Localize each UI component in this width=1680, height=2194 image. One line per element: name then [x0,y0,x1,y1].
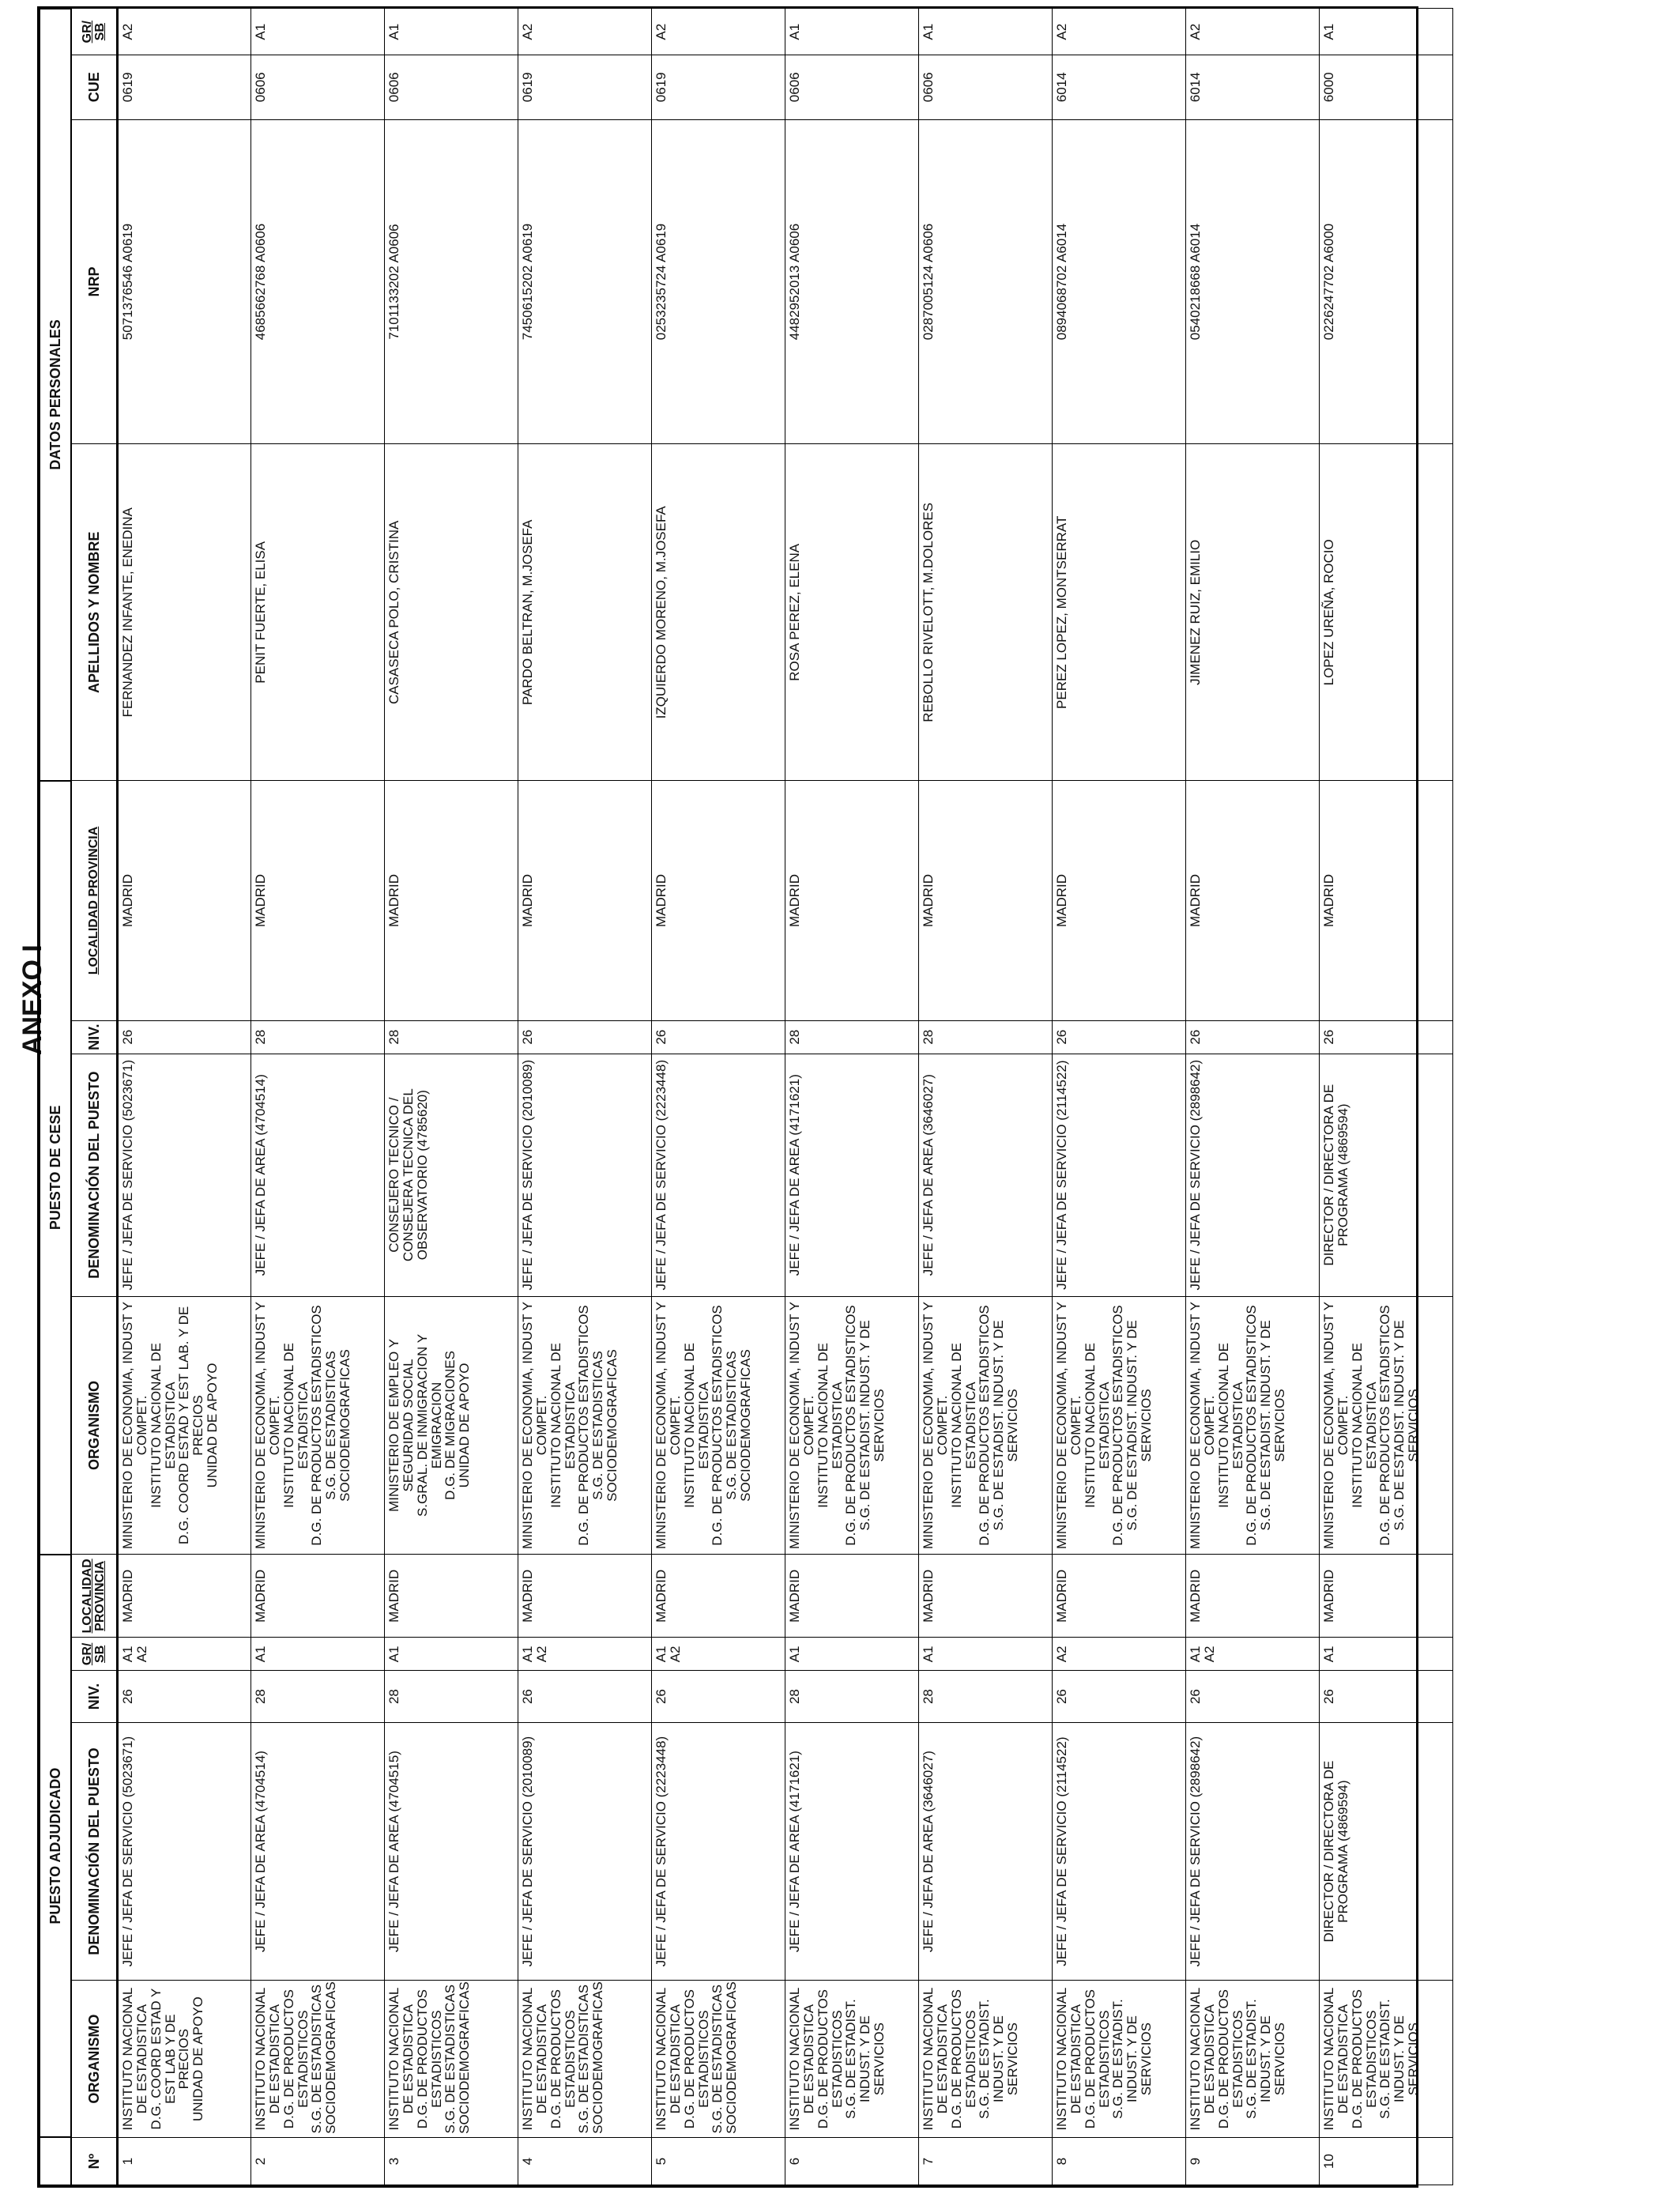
cell-nrp: 4685662768 A0606 [251,119,385,444]
cell-gr-sb: A1 [251,9,385,55]
table-row-5 [652,9,785,2185]
cell-adj-gr-sb: A2 [1053,1638,1186,1671]
organismo-line: S.GRAL. DE INMIGRACION Y EMIGRACION [414,1333,444,1517]
cell-cese-organismo [785,1296,919,1555]
header-denominacion: DENOMINACIÓN DEL PUESTO [71,1722,118,1981]
cell-num: 5 [652,2137,785,2185]
organismo-line: D.G. DE MIGRACIONES [443,1351,458,1500]
cell-gr-sb: A1 [919,9,1053,55]
organismo-line: MINISTERIO DE ECONOMIA, INDUST Y COMPET. [253,1301,282,1549]
cell-nrp: 7450615202 A0619 [518,119,652,444]
organismo-line: S.G. DE ESTADIST. INDUST. Y DE SERVICIOS [977,1999,1021,2120]
organismo-line: D.G. DE PRODUCTOS ESTADISTICOS [1244,1305,1260,1546]
cell-gr-sb: A2 [1053,9,1186,55]
header-localidad-cese: LOCALIDAD PROVINCIA [71,781,118,1020]
cell-apellidos-nombre: LOPEZ UREÑA, ROCIO [1320,444,1453,781]
organismo-line: D.G. DE PRODUCTOS ESTADISTICOS [1082,1989,1112,2129]
cell-cese-niv: 26 [118,1020,251,1054]
cell-adj-gr-sb: A1 A2 [118,1638,251,1671]
cell-cese-organismo [385,1296,518,1555]
cell-cese-localidad: MADRID [251,781,385,1020]
table-row-3 [385,9,518,2185]
cell-nrp: 0540218668 A6014 [1186,119,1320,444]
cell-num: 1 [118,2137,251,2185]
header-organismo-cese: ORGANISMO [71,1296,118,1555]
cell-adj-localidad: MADRID [385,1555,518,1638]
cell-adj-niv: 26 [1053,1671,1186,1722]
organismo-line: INSTITUTO NACIONAL DE ESTADISTICA [948,1343,978,1508]
organismo-line: MINISTERIO DE ECONOMIA, INDUST Y COMPET. [1054,1301,1083,1549]
cell-num: 10 [1320,2137,1453,2185]
cell-cese-denominacion: JEFE / JEFA DE AREA (3646027) [919,1054,1053,1296]
organismo-line: INSTITUTO NACIONAL DE ESTADISTICA [1188,1987,1217,2131]
cell-adj-gr-sb: A1 A2 [1186,1638,1320,1671]
cell-adj-organismo [1186,1981,1320,2137]
group-puesto-cese: PUESTO DE CESE [40,781,71,1555]
header-niv-cese: NIV. [71,1020,118,1054]
organismo-line: S.G. DE ESTADIST. INDUST. Y DE SERVICIOS [1377,1999,1422,2120]
header-apellidos: APELLIDOS Y NOMBRE [71,444,118,781]
table-row-9 [1186,9,1320,2185]
cell-adj-denominacion: DIRECTOR / DIRECTORA DE PROGRAMA (4869594) [1320,1722,1453,1981]
cell-cese-denominacion: JEFE / JEFA DE AREA (4171621) [785,1054,919,1296]
cell-cue: 0619 [118,55,251,119]
cell-adj-denominacion: JEFE / JEFA DE SERVICIO (2898642) [1186,1722,1320,1981]
organismo-line: INSTITUTO NACIONAL DE ESTADISTICA [815,1343,845,1508]
organismo-line: INSTITUTO NACIONAL DE ESTADISTICA [281,1343,311,1508]
organismo-line: D.G. DE PRODUCTOS ESTADISTICOS [710,1305,725,1546]
cell-adj-localidad: MADRID [518,1555,652,1638]
cell-adj-organismo [1053,1981,1186,2137]
cell-apellidos-nombre: FERNANDEZ INFANTE, ENEDINA [118,444,251,781]
cell-adj-niv: 28 [785,1671,919,1722]
cell-cue: 0606 [251,55,385,119]
cell-cese-localidad: MADRID [118,781,251,1020]
cell-nrp: 7101133202 A0606 [385,119,518,444]
cell-cese-niv: 28 [251,1020,385,1054]
table-row-4 [518,9,652,2185]
organismo-line: S.G. DE ESTADIST. INDUST. Y DE SERVICIOS [991,1320,1021,1531]
table-row-6 [785,9,919,2185]
cell-apellidos-nombre: PEREZ LOPEZ, MONTSERRAT [1053,444,1186,781]
cell-cese-localidad: MADRID [1320,781,1453,1020]
cell-adj-denominacion: JEFE / JEFA DE SERVICIO (2010089) [518,1722,652,1981]
cell-cese-niv: 28 [385,1020,518,1054]
table-row-1 [118,9,251,2185]
cell-adj-denominacion: JEFE / JEFA DE SERVICIO (5023671) [118,1722,251,1981]
cell-adj-denominacion: JEFE / JEFA DE AREA (3646027) [919,1722,1053,1981]
cell-apellidos-nombre: CASASECA POLO, CRISTINA [385,444,518,781]
cell-adj-organismo [251,1981,385,2137]
cell-cue: 0606 [919,55,1053,119]
cell-cese-organismo [118,1296,251,1555]
cell-adj-niv: 26 [652,1671,785,1722]
organismo-line: UNIDAD DE APOYO [190,1996,206,2122]
header-cue: CUE [71,55,118,119]
cell-adj-niv: 26 [118,1671,251,1722]
cell-cese-niv: 26 [1053,1020,1186,1054]
organismo-line: INSTITUTO NACIONAL DE ESTADISTICA [1082,1343,1112,1508]
organismo-line: INSTITUTO NACIONAL DE ESTADISTICA [548,1343,578,1508]
cell-cese-denominacion: DIRECTOR / DIRECTORA DE PROGRAMA (4869594) [1320,1054,1453,1296]
organismo-line: MINISTERIO DE ECONOMIA, INDUST Y COMPET. [921,1301,950,1549]
cell-cese-localidad: MADRID [919,781,1053,1020]
cell-cese-niv: 28 [919,1020,1053,1054]
cell-cue: 0606 [385,55,518,119]
cell-adj-organismo [919,1981,1053,2137]
organismo-line: MINISTERIO DE ECONOMIA, INDUST Y COMPET. [1188,1301,1217,1549]
cell-adj-niv: 28 [251,1671,385,1722]
cell-adj-organismo [518,1981,652,2137]
page-title: ANEXO I [17,944,47,1055]
organismo-line: INSTITUTO NACIONAL DE ESTADISTICA [1054,1987,1083,2131]
cell-nrp: 0894068702 A6014 [1053,119,1186,444]
cell-adj-niv: 28 [385,1671,518,1722]
cell-adj-organismo [785,1981,919,2137]
organismo-line: INSTITUTO NACIONAL DE ESTADISTICA [1321,1987,1350,2131]
organismo-line: S.G. DE ESTADIST. INDUST. Y DE SERVICIOS [1124,1320,1155,1531]
header-niv: NIV. [71,1671,118,1722]
cell-adj-gr-sb: A1 [785,1638,919,1671]
cell-cese-localidad: MADRID [1053,781,1186,1020]
header-blank [40,2137,71,2185]
cell-adj-localidad: MADRID [118,1555,251,1638]
cell-adj-localidad: MADRID [1320,1555,1453,1638]
organismo-line: INSTITUTO NACIONAL DE ESTADISTICA [1349,1343,1379,1508]
cell-cese-organismo [919,1296,1053,1555]
organismo-line: S.G. DE ESTADIST. INDUST. Y DE SERVICIOS [857,1320,887,1531]
cell-cue: 6014 [1186,55,1320,119]
header-gr-sb: GR/ SB [71,1638,118,1671]
organismo-line: D.G. DE PRODUCTOS ESTADISTICOS [1215,1989,1245,2129]
organismo-line: MINISTERIO DE EMPLEO Y SEGURIDAD SOCIAL [386,1339,416,1512]
organismo-line: MINISTERIO DE ECONOMIA, INDUST Y COMPET. [120,1301,149,1549]
organismo-line: INSTITUTO NACIONAL DE ESTADISTICA [921,1987,950,2131]
organismo-line: S.G. DE ESTADIST. INDUST. Y DE SERVICIOS [843,1999,887,2120]
cell-gr-sb: A2 [518,9,652,55]
organismo-line: INSTITUTO NACIONAL DE ESTADISTICA [654,1987,683,2131]
cell-cese-denominacion: JEFE / JEFA DE SERVICIO (2223448) [652,1054,785,1296]
organismo-line: D.G. COORD ESTAD Y EST LAB. Y DE PRECIOS [176,1306,206,1545]
organismo-line: MINISTERIO DE ECONOMIA, INDUST Y COMPET. [1321,1301,1350,1549]
organismo-line: UNIDAD DE APOYO [457,1363,473,1488]
organismo-line: D.G. DE PRODUCTOS ESTADISTICOS [1349,1989,1379,2129]
cell-adj-localidad: MADRID [652,1555,785,1638]
organismo-line: S.G. DE ESTADISTICAS SOCIODEMOGRAFICAS [309,1981,339,2134]
cell-cese-niv: 26 [1320,1020,1453,1054]
cell-num: 8 [1053,2137,1186,2185]
organismo-line: S.G. DE ESTADIST. INDUST. Y DE SERVICIOS [1392,1320,1422,1531]
cell-adj-organismo [652,1981,785,2137]
cell-adj-gr-sb: A1 [385,1638,518,1671]
cell-nrp: 4482952013 A0606 [785,119,919,444]
cell-gr-sb: A1 [385,9,518,55]
organismo-line: MINISTERIO DE ECONOMIA, INDUST Y COMPET. [787,1301,816,1549]
cell-cese-denominacion: JEFE / JEFA DE AREA (4704514) [251,1054,385,1296]
cell-num: 3 [385,2137,518,2185]
cell-cese-localidad: MADRID [518,781,652,1020]
header-gr-sb-personal: GR/ SB [71,9,118,55]
group-puesto-adjudicado: PUESTO ADJUDICADO [40,1555,71,2138]
organismo-line: S.G. DE ESTADISTICAS SOCIODEMOGRAFICAS [576,1981,606,2134]
cell-adj-gr-sb: A1 [251,1638,385,1671]
organismo-line: S.G. DE ESTADISTICAS SOCIODEMOGRAFICAS [724,1349,754,1502]
cell-cese-denominacion: JEFE / JEFA DE SERVICIO (2898642) [1186,1054,1320,1296]
cell-adj-niv: 26 [1186,1671,1320,1722]
organismo-line: D.G. DE PRODUCTOS ESTADISTICOS [1377,1305,1393,1546]
organismo-line: D.G. COORD ESTAD Y EST LAB Y DE PRECIOS [148,1988,192,2130]
organismo-line: D.G. DE PRODUCTOS ESTADISTICOS [281,1989,311,2129]
header-num: Nº [71,2137,118,2185]
organismo-line: D.G. DE PRODUCTOS ESTADISTICOS [681,1989,711,2129]
cell-adj-niv: 28 [919,1671,1053,1722]
table-row-2 [251,9,385,2185]
cell-adj-niv: 26 [1320,1671,1453,1722]
cell-cese-organismo [518,1296,652,1555]
header-nrp: NRP [71,119,118,444]
cell-cese-denominacion: JEFE / JEFA DE SERVICIO (2114522) [1053,1054,1186,1296]
cell-cese-organismo [652,1296,785,1555]
cell-cese-niv: 26 [652,1020,785,1054]
organismo-line: S.G. DE ESTADIST. INDUST. Y DE SERVICIOS [1244,1999,1288,2120]
organismo-line: INSTITUTO NACIONAL DE ESTADISTICA [253,1987,282,2131]
cell-gr-sb: A2 [1186,9,1320,55]
organismo-line: INSTITUTO NACIONAL DE ESTADISTICA [148,1343,178,1508]
cell-num: 2 [251,2137,385,2185]
cell-cese-niv: 26 [1186,1020,1320,1054]
cell-cue: 0619 [518,55,652,119]
organismo-line: D.G. DE PRODUCTOS ESTADISTICOS [977,1305,993,1546]
cell-adj-localidad: MADRID [251,1555,385,1638]
cell-cese-organismo [1053,1296,1186,1555]
rotated-table-wrapper [39,8,1426,2186]
organismo-line: S.G. DE ESTADIST. INDUST. Y DE SERVICIOS [1110,1999,1155,2120]
cell-nrp: 0226247702 A6000 [1320,119,1453,444]
organismo-line: D.G. DE PRODUCTOS ESTADISTICOS [815,1989,845,2129]
cell-apellidos-nombre: REBOLLO RIVELOTT, M.DOLORES [919,444,1053,781]
cell-cue: 0606 [785,55,919,119]
table-row-8 [1053,9,1186,2185]
organismo-line: S.G. DE ESTADISTICAS SOCIODEMOGRAFICAS [590,1349,620,1502]
organismo-line: UNIDAD DE APOYO [205,1363,220,1488]
cell-cese-organismo [1320,1296,1453,1555]
cell-cue: 0619 [652,55,785,119]
organismo-line: INSTITUTO NACIONAL DE ESTADISTICA [120,1987,149,2131]
organismo-line: D.G. DE PRODUCTOS ESTADISTICOS [843,1305,859,1546]
table-body [118,9,1453,2185]
cell-adj-localidad: MADRID [785,1555,919,1638]
cell-adj-organismo [1320,1981,1453,2137]
cell-cese-niv: 28 [785,1020,919,1054]
organismo-line: INSTITUTO NACIONAL DE ESTADISTICA [520,1987,549,2131]
cell-adj-denominacion: JEFE / JEFA DE AREA (4704515) [385,1722,518,1981]
organismo-line: INSTITUTO NACIONAL DE ESTADISTICA [1215,1343,1245,1508]
table-header [40,9,118,2185]
cell-apellidos-nombre: ROSA PEREZ, ELENA [785,444,919,781]
organismo-line: MINISTERIO DE ECONOMIA, INDUST Y COMPET. [654,1301,683,1549]
cell-num: 9 [1186,2137,1320,2185]
header-localidad: LOCALIDAD PROVINCIA [71,1555,118,1638]
organismo-line: D.G. DE PRODUCTOS ESTADISTICOS [1110,1305,1126,1546]
cell-gr-sb: A2 [652,9,785,55]
cell-cese-denominacion: JEFE / JEFA DE SERVICIO (2010089) [518,1054,652,1296]
cell-num: 4 [518,2137,652,2185]
cell-adj-localidad: MADRID [1186,1555,1320,1638]
cell-cese-denominacion: CONSEJERO TECNICO / CONSEJERA TECNICA DEL OBSERVATORIO (4785620) [385,1054,518,1296]
cell-apellidos-nombre: PARDO BELTRAN, M.JOSEFA [518,444,652,781]
organismo-line: S.G. DE ESTADIST. INDUST. Y DE SERVICIOS [1258,1320,1288,1531]
cell-adj-gr-sb: A1 A2 [518,1638,652,1671]
cell-adj-niv: 26 [518,1671,652,1722]
organismo-line: D.G. DE PRODUCTOS ESTADISTICOS [548,1989,578,2129]
organismo-line: D.G. DE PRODUCTOS ESTADISTICOS [948,1989,978,2129]
cell-gr-sb: A1 [1320,9,1453,55]
cell-cese-denominacion: JEFE / JEFA DE SERVICIO (5023671) [118,1054,251,1296]
organismo-line: INSTITUTO NACIONAL DE ESTADISTICA [386,1987,416,2131]
cell-adj-denominacion: JEFE / JEFA DE AREA (4171621) [785,1722,919,1981]
organismo-line: D.G. DE PRODUCTOS ESTADISTICOS [414,1989,444,2129]
cell-nrp: 5071376546 A0619 [118,119,251,444]
organismo-line: D.G. DE PRODUCTOS ESTADISTICOS [309,1305,325,1546]
cell-cese-niv: 26 [518,1020,652,1054]
table-row-10 [1320,9,1453,2185]
cell-adj-organismo [118,1981,251,2137]
cell-adj-localidad: MADRID [919,1555,1053,1638]
cell-num: 7 [919,2137,1053,2185]
cell-cese-localidad: MADRID [785,781,919,1020]
header-denominacion-cese: DENOMINACIÓN DEL PUESTO [71,1054,118,1296]
cell-gr-sb: A1 [785,9,919,55]
cell-adj-gr-sb: A1 [919,1638,1053,1671]
cell-cese-localidad: MADRID [652,781,785,1020]
cell-adj-denominacion: JEFE / JEFA DE SERVICIO (2114522) [1053,1722,1186,1981]
cell-cue: 6014 [1053,55,1186,119]
cell-nrp: 0253235724 A0619 [652,119,785,444]
cell-gr-sb: A2 [118,9,251,55]
cell-cese-localidad: MADRID [1186,781,1320,1020]
cell-apellidos-nombre: JIMENEZ RUIZ, EMILIO [1186,444,1320,781]
cell-num: 6 [785,2137,919,2185]
organismo-line: INSTITUTO NACIONAL DE ESTADISTICA [681,1343,711,1508]
cell-adj-gr-sb: A1 [1320,1638,1453,1671]
group-datos-personales: DATOS PERSONALES [40,9,71,781]
organismo-line: S.G. DE ESTADISTICAS SOCIODEMOGRAFICAS [710,1981,740,2134]
table-row-7 [919,9,1053,2185]
cell-adj-localidad: MADRID [1053,1555,1186,1638]
cell-cese-localidad: MADRID [385,781,518,1020]
cell-nrp: 0287005124 A0606 [919,119,1053,444]
organismo-line: INSTITUTO NACIONAL DE ESTADISTICA [787,1987,816,2131]
cell-apellidos-nombre: IZQUIERDO MORENO, M.JOSEFA [652,444,785,781]
annex-table [39,8,1453,2186]
cell-apellidos-nombre: PENIT FUERTE, ELISA [251,444,385,781]
organismo-line: S.G. DE ESTADISTICAS SOCIODEMOGRAFICAS [323,1349,353,1502]
cell-adj-denominacion: JEFE / JEFA DE SERVICIO (2223448) [652,1722,785,1981]
cell-adj-gr-sb: A1 A2 [652,1638,785,1671]
organismo-line: MINISTERIO DE ECONOMIA, INDUST Y COMPET. [520,1301,549,1549]
cell-adj-denominacion: JEFE / JEFA DE AREA (4704514) [251,1722,385,1981]
cell-cese-organismo [1186,1296,1320,1555]
header-organismo: ORGANISMO [71,1981,118,2137]
cell-adj-organismo [385,1981,518,2137]
cell-cue: 6000 [1320,55,1453,119]
organismo-line: D.G. DE PRODUCTOS ESTADISTICOS [576,1305,592,1546]
cell-cese-organismo [251,1296,385,1555]
organismo-line: S.G. DE ESTADISTICAS SOCIODEMOGRAFICAS [443,1981,473,2134]
